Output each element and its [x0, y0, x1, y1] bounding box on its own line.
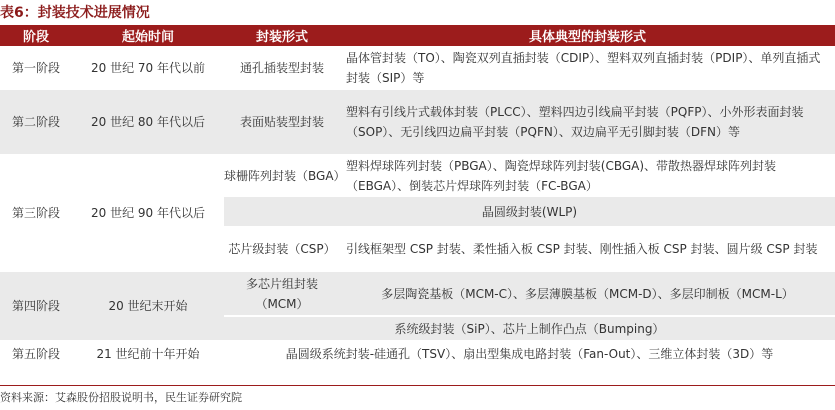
table-row [0, 90, 835, 154]
start-cell: 20 世纪末开始 [72, 272, 224, 340]
packaging-table [0, 25, 835, 368]
start-cell: 20 世纪 80 年代以后 [72, 90, 224, 154]
table-row [0, 154, 835, 197]
detail-cell: 系统级封装（SiP）、芯片上制作凸点（Bumping） [224, 316, 835, 340]
stage-cell: 第四阶段 [0, 272, 72, 340]
stage-cell: 第一阶段 [11, 61, 60, 75]
header-stage: 阶段 [0, 25, 72, 46]
form-cell: 通孔插装型封装 [239, 61, 324, 75]
start-cell: 20 世纪 90 年代以后 [91, 206, 205, 220]
form-cell: 表面贴装型封装 [224, 90, 340, 154]
header-start-time: 起始时间 [72, 25, 224, 46]
form-cell: 多芯片组封装（MCM） [224, 272, 340, 316]
start-cell: 20 世纪 70 年代以前 [91, 61, 205, 75]
table-row [0, 340, 835, 368]
detail-cell: 塑料有引线片式载体封装（PLCC）、塑料四边引线扁平封装（PQFP）、小外形表面封装（SOP）、无引线四边扁平封装（PQFN）、双边扁平无引脚封装（DFN）等 [340, 90, 835, 154]
detail-cell: 引线框架型 CSP 封装、柔性插入板 CSP 封装、刚性插入板 CSP 封装、圆片级 CSP 封装 [346, 242, 818, 256]
detail-cell: 晶圆级封装(WLP) [224, 197, 835, 226]
stage-cell: 第二阶段 [0, 90, 72, 154]
header-row [0, 25, 835, 46]
table-title: 表6：封装技术进展情况 [0, 5, 150, 21]
form-cell: 球栅阵列封装（BGA） [224, 168, 346, 183]
detail-cell: 塑料焊球阵列封装（PBGA）、陶瓷焊球阵列封装(CBGA)、带散热器焊球阵列封装（EBGA）、倒装芯片焊球阵列封装（FC-BGA） [346, 158, 777, 193]
stage-cell: 第三阶段 [11, 206, 60, 220]
stage-cell: 第五阶段 [11, 347, 60, 361]
detail-cell: 多层陶瓷基板（MCM-C）、多层薄膜基板（MCM-D）、多层印制板（MCM-L） [340, 272, 835, 316]
form-cell: 芯片级封装（CSP） [228, 242, 336, 256]
header-package-form: 封装形式 [224, 25, 340, 46]
header-typical-forms: 具体典型的封装形式 [340, 25, 835, 46]
table-row [0, 272, 835, 316]
start-cell: 21 世纪前十年开始 [96, 347, 200, 361]
table-row [0, 46, 835, 90]
detail-cell: 晶圆级系统封装-硅通孔（TSV）、扇出型集成电路封装（Fan-Out）、三维立体封装（3D）等 [285, 347, 774, 361]
source-note: 资料来源：艾森股份招股说明书，民生证券研究院 [0, 391, 242, 404]
table-bottom-rule [0, 385, 835, 386]
detail-cell: 晶体管封装（TO）、陶瓷双列直插封装（CDIP）、塑料双列直插封装（PDIP）、单列直插式封装（SIP）等 [346, 51, 821, 85]
